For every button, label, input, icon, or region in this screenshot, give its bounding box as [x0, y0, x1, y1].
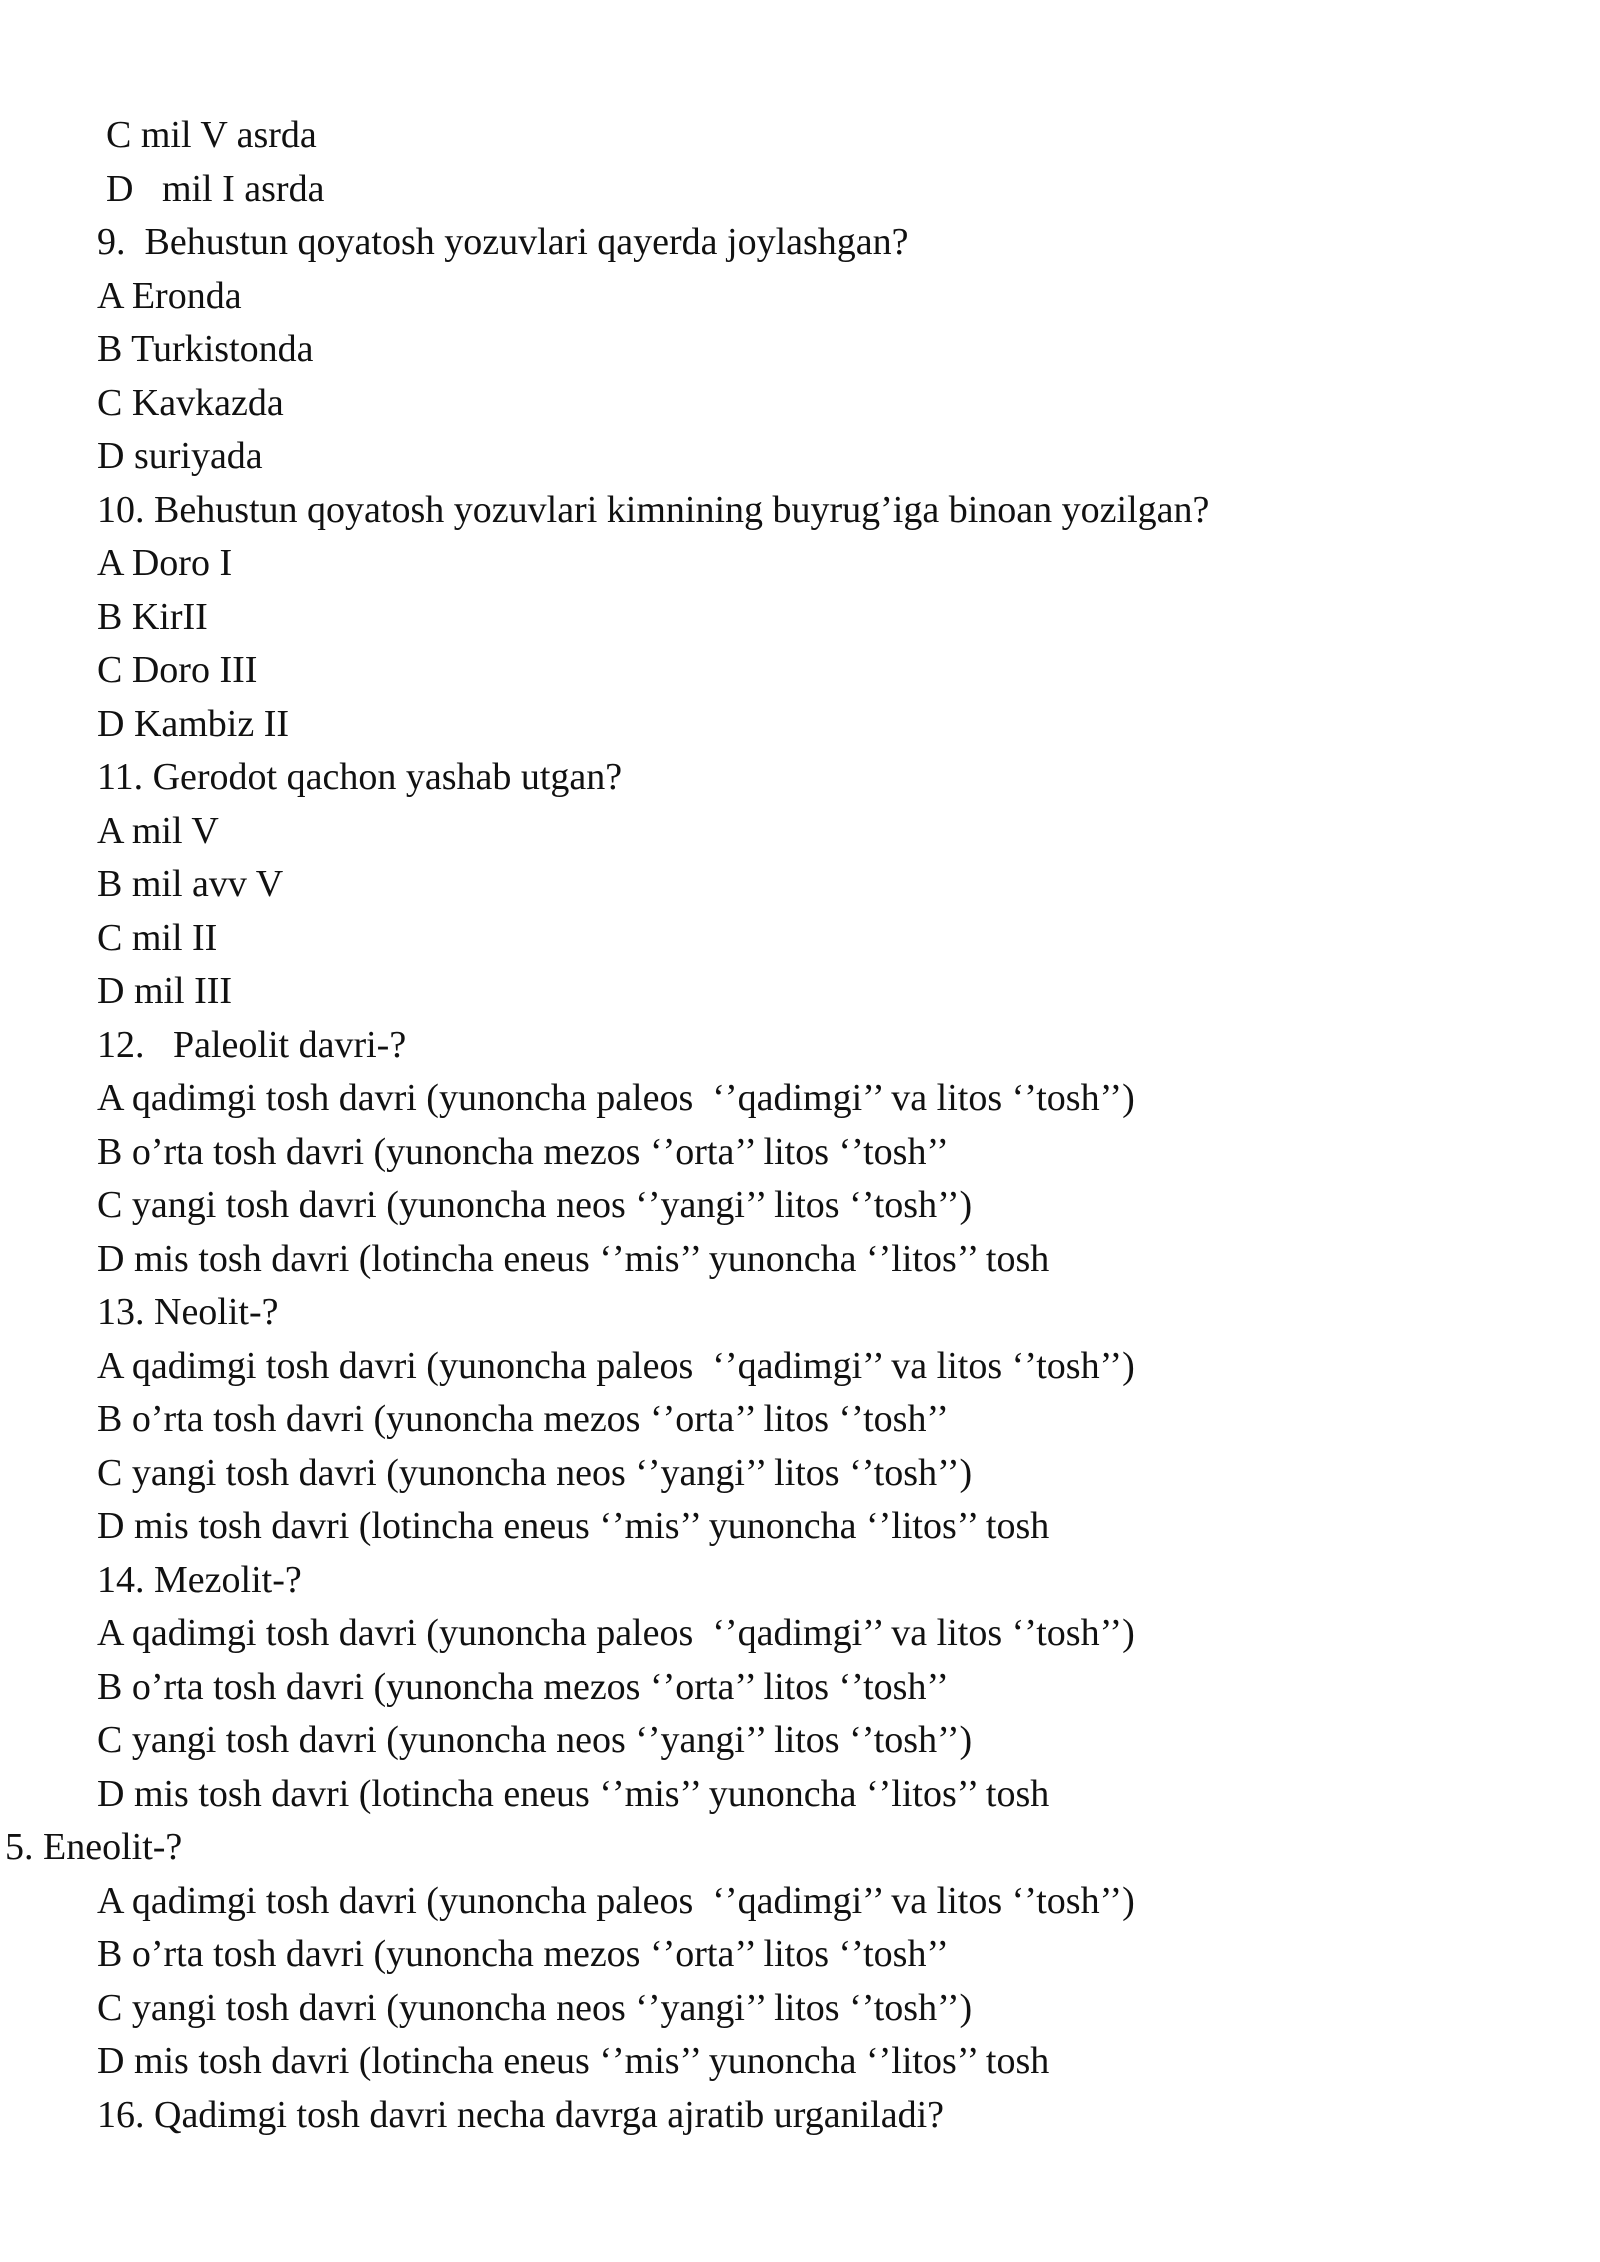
option-line: A qadimgi tosh davri (yunoncha paleos ‘’qadimgi’’ va litos ‘’tosh’’) [97, 1879, 1135, 1922]
option-line: B mil avv V [97, 863, 284, 905]
question-line: 14. Mezolit-? [97, 1558, 302, 1601]
option-line: C yangi tosh davri (yunoncha neos ‘’yangi’’ litos ‘’tosh’’) [97, 1184, 973, 1226]
question-line: 11. Gerodot qachon yashab utgan? [97, 756, 623, 798]
option-line: D mis tosh davri (lotincha eneus ‘’mis’’ yunoncha ‘’litos’’ tosh [97, 2040, 1050, 2082]
option-line: D mis tosh davri (lotincha eneus ‘’mis’’ yunoncha ‘’litos’’ tosh [97, 1772, 1050, 1815]
option-line: B o’rta tosh davri (yunoncha mezos ‘’orta’’ litos ‘’tosh’’ [97, 1398, 949, 1440]
option-line: C mil V asrda [106, 114, 317, 156]
option-line: D mil I asrda [106, 167, 325, 210]
option-line: A qadimgi tosh davri (yunoncha paleos ‘’qadimgi’’ va litos ‘’tosh’’) [97, 1612, 1135, 1654]
option-line: B o’rta tosh davri (yunoncha mezos ‘’orta’’ litos ‘’tosh’’ [97, 1130, 949, 1173]
option-line: D mis tosh davri (lotincha eneus ‘’mis’’ yunoncha ‘’litos’’ tosh [97, 1505, 1050, 1547]
option-line: C mil II [97, 916, 218, 959]
option-line: C yangi tosh davri (yunoncha neos ‘’yangi’’ litos ‘’tosh’’) [97, 1986, 973, 2029]
option-line: C Doro III [97, 649, 258, 691]
option-line: D Kambiz II [97, 702, 290, 745]
question-line: 12. Paleolit davri-? [97, 1023, 407, 1066]
option-line: A mil V [97, 809, 219, 852]
option-line: A qadimgi tosh davri (yunoncha paleos ‘’qadimgi’’ va litos ‘’tosh’’) [97, 1077, 1135, 1119]
option-line: A qadimgi tosh davri (yunoncha paleos ‘’qadimgi’’ va litos ‘’tosh’’) [97, 1344, 1135, 1387]
option-line: D suriyada [97, 435, 263, 477]
option-line: D mil III [97, 970, 233, 1012]
option-line: B KirII [97, 595, 208, 638]
quiz-text [0, 109, 1600, 2142]
option-line: B Turkistonda [97, 328, 314, 370]
question-line: 13. Neolit-? [97, 1291, 279, 1333]
option-line: A Eronda [97, 274, 242, 317]
option-line: D mis tosh davri (lotincha eneus ‘’mis’’ yunoncha ‘’litos’’ tosh [97, 1237, 1050, 1280]
question-line: 9. Behustun qoyatosh yozuvlari qayerda joylashgan? [97, 221, 909, 263]
option-line: A Doro I [97, 542, 233, 584]
option-line: C yangi tosh davri (yunoncha neos ‘’yangi’’ litos ‘’tosh’’) [97, 1719, 973, 1761]
question-line: 10. Behustun qoyatosh yozuvlari kimnining buyrug’iga binoan yozilgan? [97, 488, 1210, 531]
option-line: C Kavkazda [97, 381, 284, 424]
question-line: 16. Qadimgi tosh davri necha davrga ajratib urganiladi? [97, 2093, 945, 2136]
option-line: B o’rta tosh davri (yunoncha mezos ‘’orta’’ litos ‘’tosh’’ [97, 1665, 949, 1708]
option-line: B o’rta tosh davri (yunoncha mezos ‘’orta’’ litos ‘’tosh’’ [97, 1933, 949, 1975]
option-line: C yangi tosh davri (yunoncha neos ‘’yangi’’ litos ‘’tosh’’) [97, 1451, 973, 1494]
question-line: 5. Eneolit-? [5, 1826, 183, 1868]
